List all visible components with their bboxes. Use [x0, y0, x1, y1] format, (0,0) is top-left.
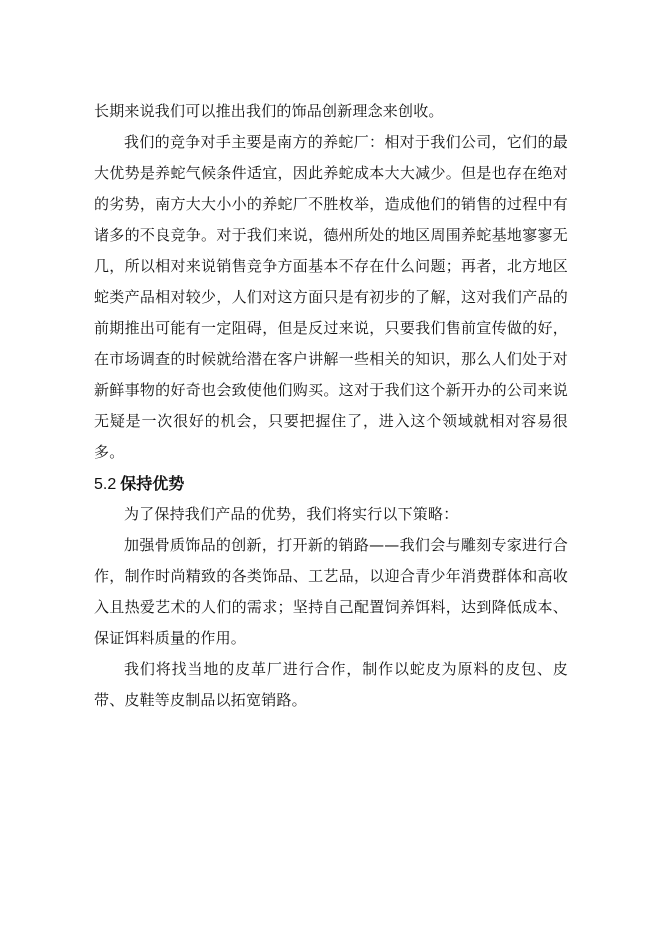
section-title: 保持优势: [120, 474, 185, 493]
paragraph-continuation: 长期来说我们可以推出我们的饰品创新理念来创收。: [94, 102, 444, 120]
paragraph-strategy-innovation: 加强骨质饰品的创新，打开新的销路——我们会与雕刻专家进行合作，制作时尚精致的各类饰品、工艺品，以迎合青少年消费群体和高收入且热爱艺术的人们的需求；坚持自己配置饲养饵料，达到降低成本、保证饵料质量的作用。: [94, 536, 568, 647]
paragraph-strategy-intro: 为了保持我们产品的优势，我们将实行以下策略：: [124, 505, 459, 523]
paragraph-competition: 我们的竞争对手主要是南方的养蛇厂：相对于我们公司，它们的最大优势是养蛇气候条件适宜，因此养蛇成本大大减少。但是也存在绝对的劣势，南方大大小小的养蛇厂不胜枚举，造成他们的销售的过程中有诸多的不良竞争。对于我们来说，德州所处的地区周围养蛇基地寥寥无几，所以相对来说销售竞争方面基本不存在什么问题；再者，北方地区蛇类产品相对较少，人们对这方面只是有初步的了解，这对我们产品的前期推出可能有一定阻碍，但是反过来说，只要我们售前宣传做的好，在市场调查的时候就给潜在客户讲解一些相关的知识，那么人们处于对新鲜事物的好奇也会致使他们购买。这对于我们这个新开办的公司来说无疑是一次很好的机会，只要把握住了，进入这个领域就相对容易很多。: [94, 133, 568, 461]
section-heading: [94, 468, 568, 499]
section-number: 5.2: [94, 476, 117, 493]
paragraph-strategy-leather: 我们将找当地的皮革厂进行合作，制作以蛇皮为原料的皮包、皮带、皮鞋等皮制品以拓宽销路。: [94, 660, 568, 709]
document-body: [94, 96, 568, 716]
